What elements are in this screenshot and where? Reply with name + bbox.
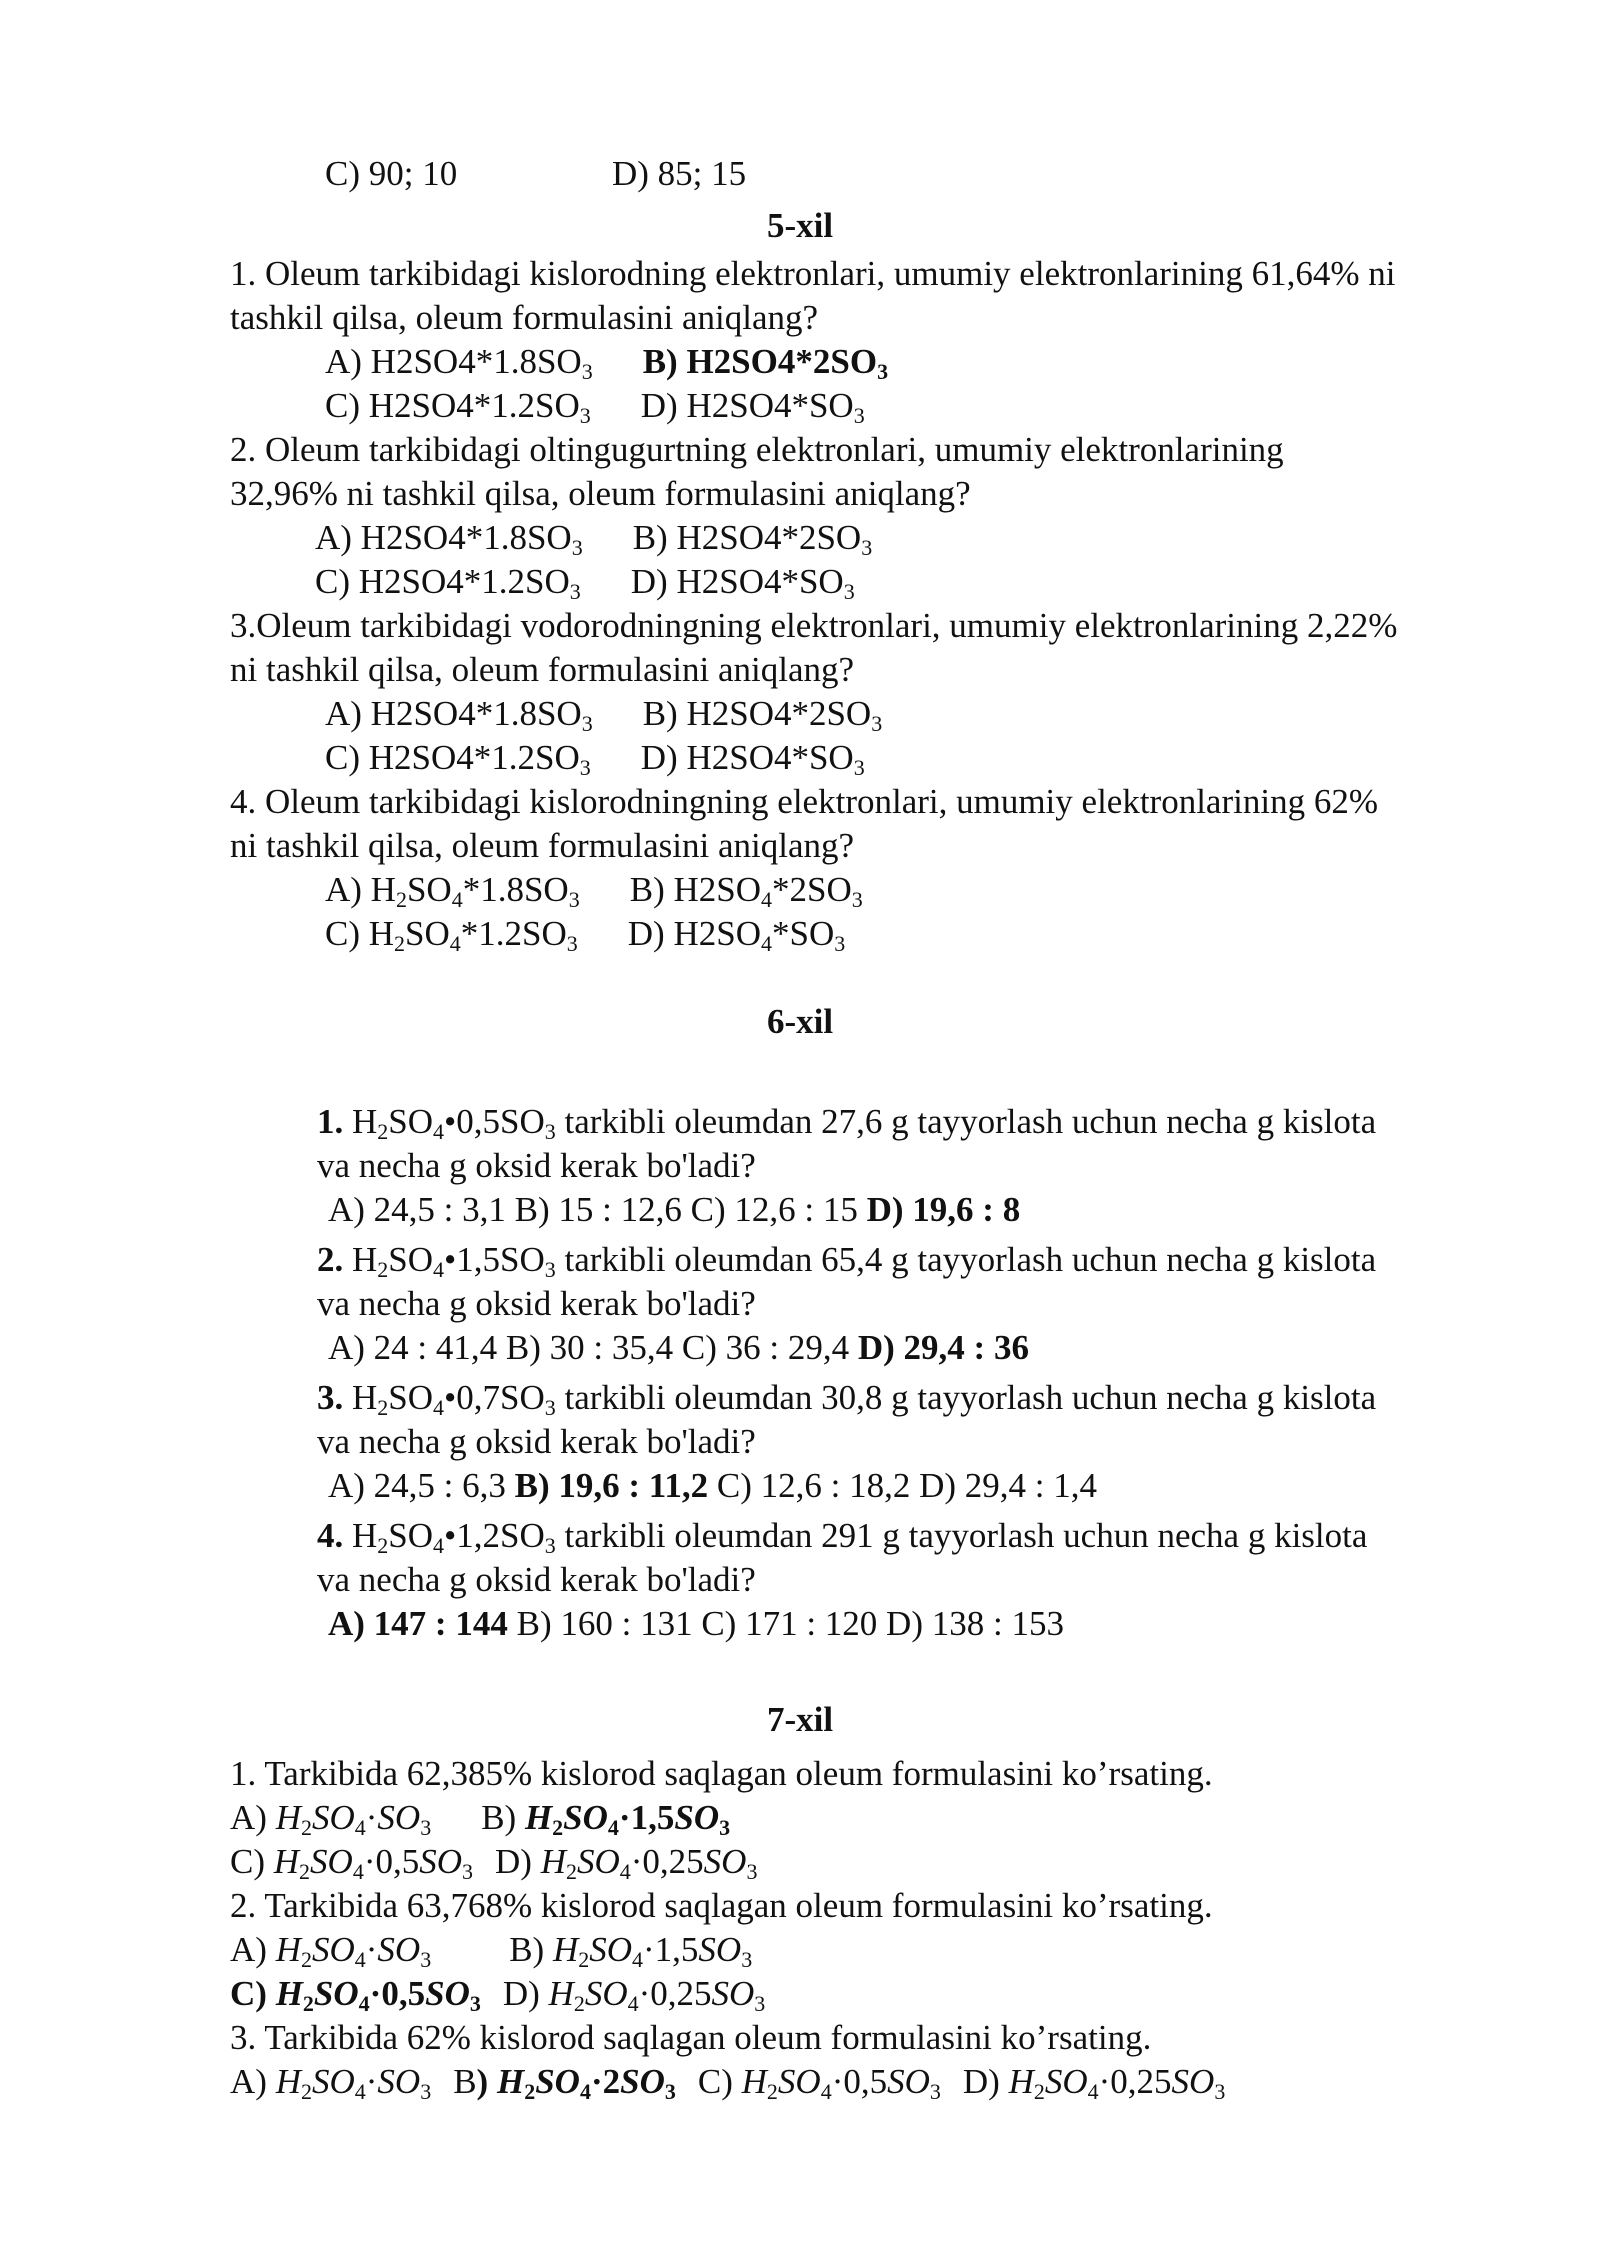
s5-q1-line1: 1. Oleum tarkibidagi kislorodning elektronlari, umumiy elektronlarining 61,64% ni <box>230 254 1396 293</box>
s7-q1-text: 1. Tarkibida 62,385% kislorod saqlagan oleum formulasini ko’rsating. <box>230 1754 1213 1793</box>
s6-q4-options: A) 147 : 144 B) 160 : 131 C) 171 : 120 D) 138 : 153 <box>328 1604 1064 1643</box>
s7-q2-options-cd: C) $H_2SO_4\cdot 0,5SO_3$ D) $H_2SO_4\cdot 0,25SO_3$ <box>230 1974 766 2016</box>
s5-q4-options-ab: A) $H_2SO_4*1.8SO_3$ B) $H2SO_4*2SO_3$ <box>325 870 863 912</box>
s6-q3-line1: 3. $H_2SO_4•0,7SO_3$ tarkibli oleumdan 30,8 g tayyorlash uchun necha g kislota <box>317 1378 1377 1420</box>
s5-q1-options-ab: A) $H2SO4*1.8SO_3$ B) $H2SO4*2SO_3$ <box>325 342 889 384</box>
s7-q2-options-ab: A) $H_2SO_4\cdot SO_3$ B) $H_2SO_4\cdot 1,5SO_3$ <box>230 1930 753 1972</box>
s6-q2-line2: va necha g oksid kerak bo'ladi? <box>317 1284 756 1323</box>
s6-q1-line1: 1. $H_2SO_4•0,5SO_3$ tarkibli oleumdan 27,6 g tayyorlash uchun necha g kislota <box>317 1102 1377 1144</box>
s5-q2-options-ab: A) $H2SO4*1.8SO_3$ B) $H2SO4*2SO_3$ <box>315 518 873 560</box>
section-heading-6: 6-xil <box>766 1002 834 1041</box>
section-heading-5: 5-xil <box>766 206 834 245</box>
s5-q2-line1: 2. Oleum tarkibidagi oltingugurtning elektronlari, umumiy elektronlarining <box>230 430 1284 469</box>
s7-q2-text: 2. Tarkibida 63,768% kislorod saqlagan oleum formulasini ko’rsating. <box>230 1886 1213 1925</box>
s5-q4-options-cd: C) $H_2SO_4*1.2SO_3$ D) $H2SO_4*SO_3$ <box>325 914 846 956</box>
s6-q4-line1: 4. $H_2SO_4•1,2SO_3$ tarkibli oleumdan 291 g tayyorlash uchun necha g kislota <box>317 1516 1368 1558</box>
s6-q3-line2: va necha g oksid kerak bo'ladi? <box>317 1422 756 1461</box>
s7-q3-text: 3. Tarkibida 62% kislorod saqlagan oleum formulasini ko’rsating. <box>230 2018 1152 2057</box>
s5-q1-options-cd: C) $H2SO4*1.2SO_3$ D) $H2SO4*SO_3$ <box>325 386 865 428</box>
s5-q3-line2: ni tashkil qilsa, oleum formulasini aniqlang? <box>230 650 855 689</box>
prev-option-c: C) 90; 10 <box>325 154 458 193</box>
prev-option-d: D) 85; 15 <box>612 154 747 193</box>
s6-q1-options: A) 24,5 : 3,1 B) 15 : 12,6 C) 12,6 : 15 D) 19,6 : 8 <box>328 1190 1021 1229</box>
s5-q3-options-ab: A) $H2SO4*1.8SO_3$ B) $H2SO4*2SO_3$ <box>325 694 883 736</box>
s5-q3-options-cd: C) $H2SO4*1.2SO_3$ D) $H2SO4*SO_3$ <box>325 738 865 780</box>
section-heading-7: 7-xil <box>766 1700 834 1739</box>
s5-q1-line2: tashkil qilsa, oleum formulasini aniqlang? <box>230 298 819 337</box>
s5-q2-line2: 32,96% ni tashkil qilsa, oleum formulasini aniqlang? <box>230 474 971 513</box>
s7-q1-options-ab: A) $H_2SO_4\cdot SO_3$ B) $H_2SO_4\cdot 1,5SO_3$ <box>230 1798 731 1840</box>
s5-q4-line2: ni tashkil qilsa, oleum formulasini aniqlang? <box>230 826 855 865</box>
s5-q3-line1: 3.Oleum tarkibidagi vodorodningning elektronlari, umumiy elektronlarining 2,22% <box>230 606 1398 645</box>
s7-q1-options-cd: C) $H_2SO_4\cdot 0,5SO_3$ D) $H_2SO_4\cdot 0,25SO_3$ <box>230 1842 758 1884</box>
s6-q2-line1: 2. $H_2SO_4•1,5SO_3$ tarkibli oleumdan 65,4 g tayyorlash uchun necha g kislota <box>317 1240 1377 1282</box>
s5-q2-options-cd: C) $H2SO4*1.2SO_3$ D) $H2SO4*SO_3$ <box>315 562 855 604</box>
s6-q1-line2: va necha g oksid kerak bo'ladi? <box>317 1146 756 1185</box>
s6-q4-line2: va necha g oksid kerak bo'ladi? <box>317 1560 756 1599</box>
s6-q3-options: A) 24,5 : 6,3 B) 19,6 : 11,2 C) 12,6 : 18,2 D) 29,4 : 1,4 <box>328 1466 1098 1505</box>
s7-q3-options: A) $H_2SO_4\cdot SO_3$ B) $H_2SO_4\cdot 2SO_3$ C) $H_2SO_4\cdot 0,5SO_3$ D) $H_2SO_4\cdot 0,25SO_3$ <box>230 2062 1226 2104</box>
s5-q4-line1: 4. Oleum tarkibidagi kislorodningning elektronlari, umumiy elektronlarining 62% <box>230 782 1378 821</box>
s6-q2-options: A) 24 : 41,4 B) 30 : 35,4 C) 36 : 29,4 D) 29,4 : 36 <box>328 1328 1029 1367</box>
